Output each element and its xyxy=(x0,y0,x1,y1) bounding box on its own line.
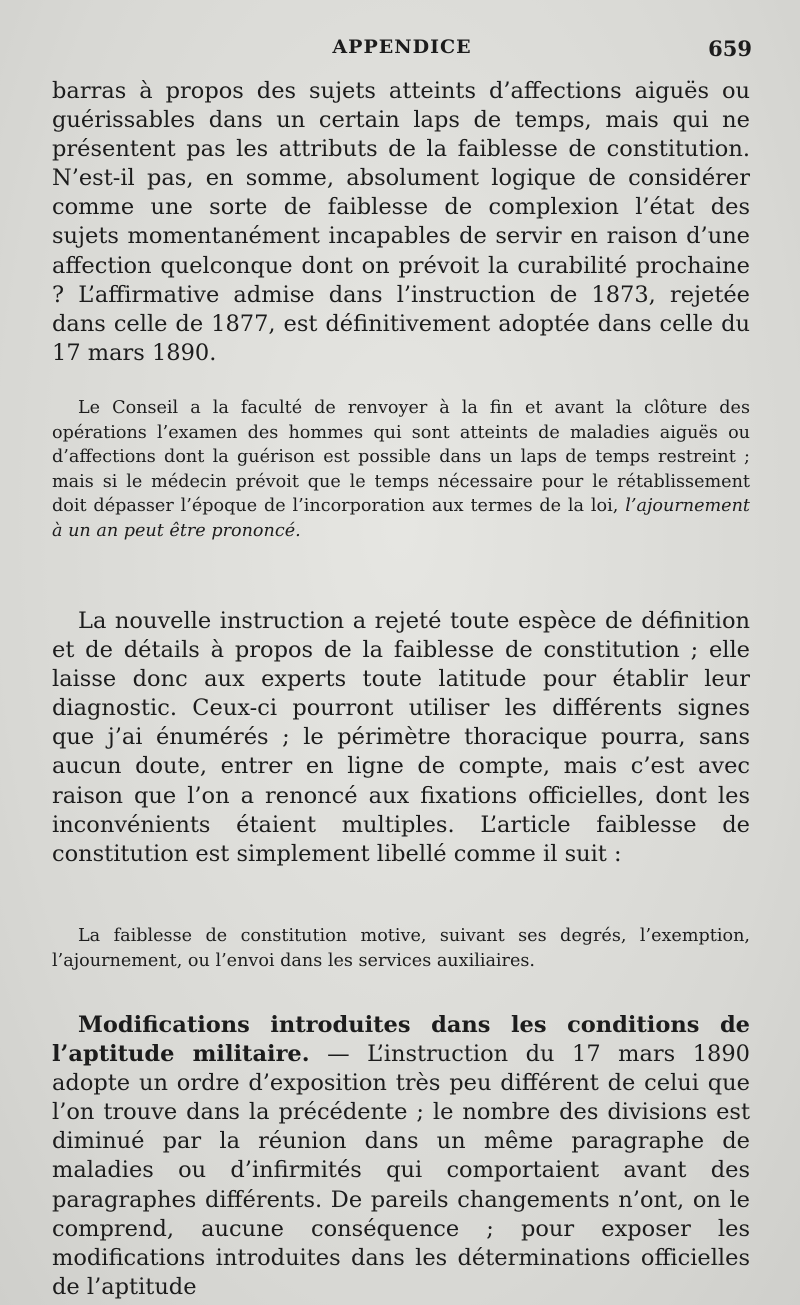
paragraph-1: barras à propos des sujets atteints d’affections aiguës ou guérissables dans un certain laps de temps, mais qui ne présentent pas les attributs de la faiblesse de constitution. N’est-il pas, en somme, absolument logique de considérer comme une sorte de faiblesse de complexion l’état des sujets momentanément incapables de servir en raison d’une affection quelconque dont on prévoit la curabilité prochaine ? L’affirmative admise dans l’instruction de 1873, rejetée dans celle de 1877, est définitivement adoptée dans celle du 17 mars 1890. xyxy=(52,78,750,366)
page-number: 659 xyxy=(708,36,752,61)
running-title: APPENDICE xyxy=(332,36,472,58)
page-header xyxy=(52,36,752,62)
paragraph-2: La nouvelle instruction a rejeté toute espèce de définition et de détails à propos de la faiblesse de constitution ; elle laisse donc aux experts toute latitude pour établir leur diagnostic. Ceux-ci pourront utiliser les différents signes que j’ai énumérés ; le périmètre thoracique pourra, sans aucun doute, entrer en ligne de compte, mais c’est avec raison que l’on a renoncé aux fixations officielles, dont les inconvénients étaient multiples. L’article faiblesse de constitution est simplement libellé comme il suit : xyxy=(52,608,750,867)
paragraph-3-text: — L’instruction du 17 mars 1890 adopte un ordre d’exposition très peu différent de celui que l’on trouve dans la précédente ; le nombre des divisions est diminué par la réunion dans un même paragraphe de maladies ou d’infirmités qui comportaient avant des paragraphes différents. De pareils changements n’ont, on le comprend, aucune conséquence ; pour exposer les modifications introduites dans les déterminations officielles de l’aptitude xyxy=(52,1041,750,1300)
section-heading: Modifications introduites dans les conditions de l’aptitude militaire. xyxy=(52,1012,750,1068)
quoted-regulation-2: La faiblesse de constitution motive, suivant ses degrés, l’exemption, l’ajournement, ou l’envoi dans les services auxiliaires. xyxy=(52,926,750,971)
quote-1-text: Le Conseil a la faculté de renvoyer à la fin et avant la clôture des opérations l’examen des hommes qui sont atteints de maladies aiguës ou d’affections dont la guérison est possible dans un laps de temps restreint ; mais si le médecin prévoit que le temps nécessaire pour le rétablissement doit dépasser l’époque de l’incorporation aux termes de la loi, xyxy=(52,398,750,516)
paragraph-3 xyxy=(52,1011,750,1302)
quote-1-italic: l’ajournement à un an peut être prononcé. xyxy=(52,496,750,541)
quoted-regulation-1 xyxy=(52,396,750,543)
